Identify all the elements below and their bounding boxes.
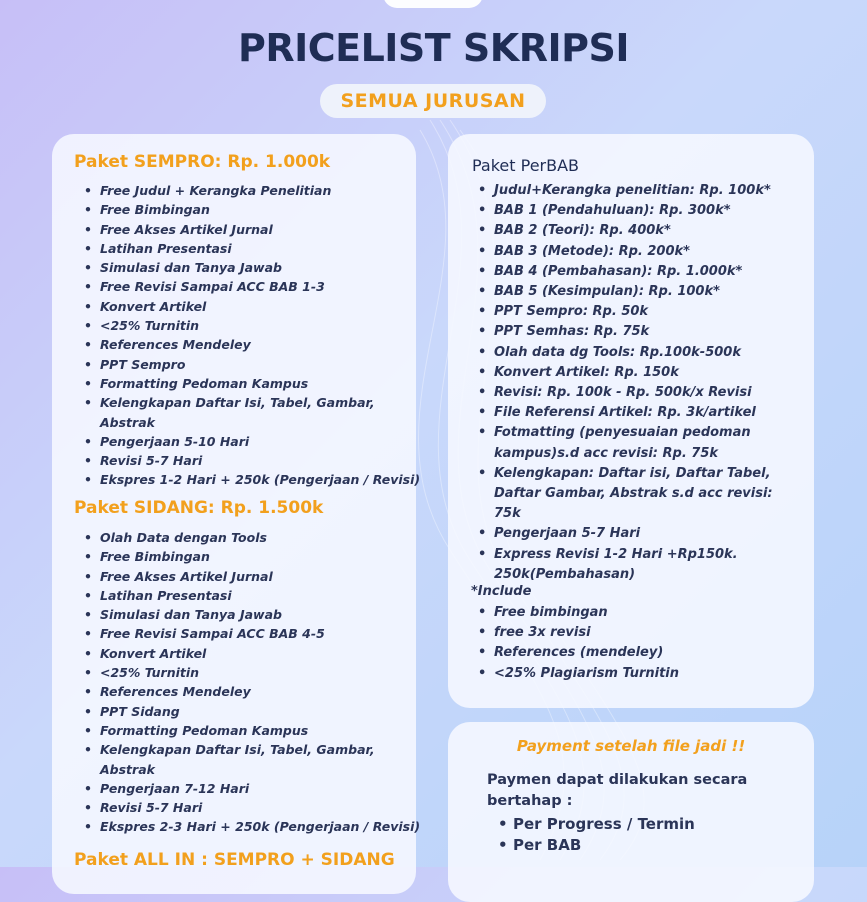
list-item: • Olah data dg Tools: Rp.100k-500k: [470, 343, 795, 363]
list-item: • Latihan Presentasi: [76, 586, 406, 605]
list-item: • Fotmatting (penyesuaian pedoman kampus)s.d acc revisi: Rp. 75k: [470, 423, 795, 463]
list-item: • PPT Sempro: Rp. 50k: [470, 302, 795, 322]
list-item: • free 3x revisi: [470, 623, 795, 643]
list-item: • Per Progress / Termin: [495, 814, 695, 835]
list-item: • Konvert Artikel: [76, 297, 406, 316]
list-item: • Free Bimbingan: [76, 547, 406, 566]
list-item: • <25% Turnitin: [76, 663, 406, 682]
list-item: • Revisi: Rp. 100k - Rp. 500k/x Revisi: [470, 383, 795, 403]
list-item: • Revisi 5-7 Hari: [76, 798, 406, 817]
list-item: • Pengerjaan 5-10 Hari: [76, 432, 406, 451]
list-item: • Ekspres 2-3 Hari + 250k (Pengerjaan / Revisi): [76, 817, 406, 836]
payment-title: Payment setelah file jadi !!: [516, 737, 746, 755]
list-item: • BAB 3 (Metode): Rp. 200k*: [470, 242, 795, 262]
list-item: • BAB 1 (Pendahuluan): Rp. 300k*: [470, 201, 795, 221]
list-item: • Free Bimbingan: [76, 200, 406, 219]
payment-description: Paymen dapat dilakukan secara bertahap :: [487, 772, 748, 809]
sidang-package-title: Paket SIDANG: Rp. 1.500k: [74, 498, 324, 518]
payment-option-list: [495, 814, 695, 856]
list-item: • Per BAB: [495, 835, 695, 856]
list-item: • References (mendeley): [470, 643, 795, 663]
list-item: • Free Akses Artikel Jurnal: [76, 220, 406, 239]
list-item: • Simulasi dan Tanya Jawab: [76, 258, 406, 277]
list-item: • Revisi 5-7 Hari: [76, 451, 406, 470]
list-item: • Free Akses Artikel Jurnal: [76, 567, 406, 586]
list-item: • Konvert Artikel: Rp. 150k: [470, 363, 795, 383]
subtitle-badge: SEMUA JURUSAN: [320, 84, 546, 118]
perbab-package-title: Paket PerBAB: [472, 156, 580, 175]
list-item: • PPT Semhas: Rp. 75k: [470, 322, 795, 342]
list-item: • <25% Turnitin: [76, 316, 406, 335]
list-item: • File Referensi Artikel: Rp. 3k/artikel: [470, 403, 795, 423]
list-item: • Olah Data dengan Tools: [76, 528, 406, 547]
list-item: • Pengerjaan 5-7 Hari: [470, 524, 795, 544]
list-item: • Judul+Kerangka penelitian: Rp. 100k*: [470, 181, 795, 201]
list-item: • Latihan Presentasi: [76, 239, 406, 258]
list-item: • Kelengkapan Daftar Isi, Tabel, Gambar, Abstrak: [76, 393, 406, 432]
list-item: • Kelengkapan Daftar Isi, Tabel, Gambar, Abstrak: [76, 740, 406, 779]
sempro-package-title: Paket SEMPRO: Rp. 1.000k: [74, 152, 331, 172]
list-item: • PPT Sempro: [76, 355, 406, 374]
list-item: • <25% Plagiarism Turnitin: [470, 664, 795, 684]
list-item: • Formatting Pedoman Kampus: [76, 721, 406, 740]
list-item: • Ekspres 1-2 Hari + 250k (Pengerjaan / Revisi): [76, 470, 406, 489]
page-title: PRICELIST SKRIPSI: [237, 26, 630, 70]
sidang-item-list: [76, 528, 421, 837]
list-item: • Free bimbingan: [470, 603, 795, 623]
list-item: • PPT Sidang: [76, 702, 406, 721]
list-item: • Konvert Artikel: [76, 644, 406, 663]
list-item: • Free Revisi Sampai ACC BAB 1-3: [76, 277, 406, 296]
top-tab-decoration: [383, 0, 483, 8]
list-item: • Express Revisi 1-2 Hari +Rp150k. 250k(Pembahasan): [470, 545, 795, 585]
list-item: • BAB 5 (Kesimpulan): Rp. 100k*: [470, 282, 795, 302]
list-item: • Formatting Pedoman Kampus: [76, 374, 406, 393]
list-item: • BAB 4 (Pembahasan): Rp. 1.000k*: [470, 262, 795, 282]
perbab-item-list: [470, 181, 795, 585]
list-item: • Free Judul + Kerangka Penelitian: [76, 181, 406, 200]
list-item: • References Mendeley: [76, 335, 406, 354]
list-item: • Pengerjaan 7-12 Hari: [76, 779, 406, 798]
list-item: • BAB 2 (Teori): Rp. 400k*: [470, 221, 795, 241]
list-item: • Free Revisi Sampai ACC BAB 4-5: [76, 624, 406, 643]
list-item: • References Mendeley: [76, 682, 406, 701]
include-item-list: [470, 603, 795, 684]
sempro-item-list: [76, 181, 421, 490]
all-in-package-title: Paket ALL IN : SEMPRO + SIDANG: [74, 850, 395, 870]
list-item: • Kelengkapan: Daftar isi, Daftar Tabel, Daftar Gambar, Abstrak s.d acc revisi: 75k: [470, 464, 795, 525]
include-label: *Include: [471, 584, 532, 599]
list-item: • Simulasi dan Tanya Jawab: [76, 605, 406, 624]
